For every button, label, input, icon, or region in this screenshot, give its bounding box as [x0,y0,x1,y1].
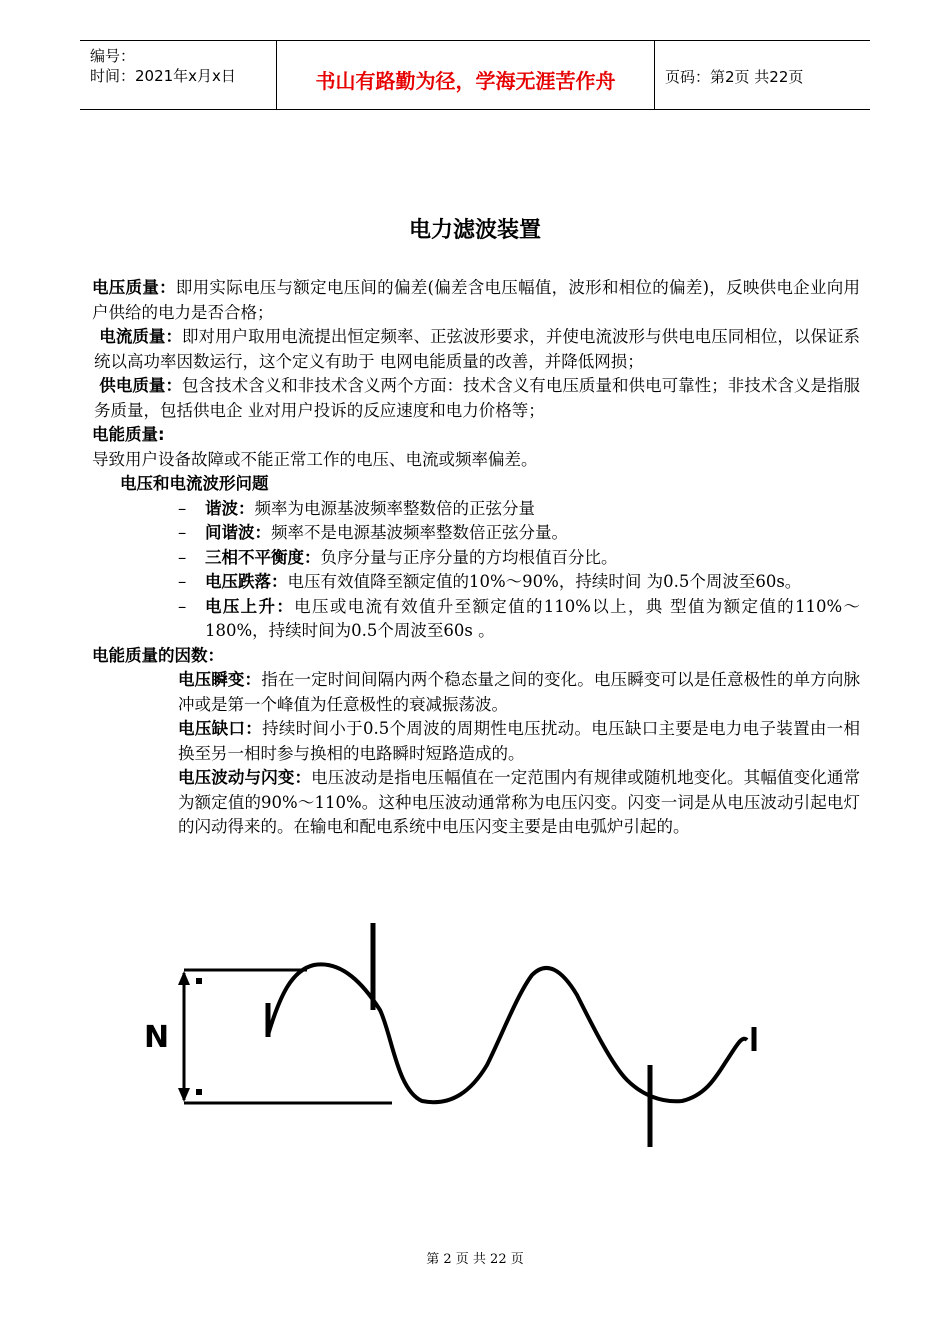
definition: 即用实际电压与额定电压间的偏差(偏差含电压幅值，波形和相位的偏差)，反映供电企业向用户供给的电力是否合格； [92,278,861,322]
header-info-cell [80,41,277,109]
document-date: 时间：2021年x月x日 [90,67,236,85]
definition: 包含技术含义和非技术含义两个方面：技术含义有电压质量和供电可靠性；非技术含义是指服务质量，包括供电企 业对用户投诉的反应速度和电力价格等； [94,376,861,420]
paragraph-power-quality-term [92,423,860,448]
term: 电压质量： [92,278,176,297]
page-indicator: 页码：第2页 共22页 [665,68,804,86]
sine-wave [268,964,747,1102]
axis-label-n: N [144,1020,170,1055]
section-heading-waveform [120,472,860,497]
definition: 即对用户取用电流提出恒定频率、正弦波形要求，并使电流波形与供电电压同相位，以保证系统以高功率因数运行，这个定义有助于 电网电能质量的改善，并降低网损； [94,327,861,371]
factor-voltage-transient [178,668,860,717]
page-title: 电力滤波装置 [408,218,541,243]
definition: 持续时间小于0.5个周波的周期性电压扰动。电压缺口主要是电力电子装置由一相换至另一相时参与换相的电路瞬时短路造成的。 [178,719,860,763]
term: 电流质量： [99,327,182,346]
dash-marker: – [178,596,187,616]
definition: 电压波动是指电压幅值在一定范围内有规律或随机地变化。其幅值变化通常为额定值的90%～110%。这种电压波动通常称为电压闪变。闪变一词是从电压波动引起电灯的闪动得来的。在输电和配电系统中电压闪变主要是由电弧炉引起的。 [178,768,861,836]
paragraph-current-quality [94,325,860,374]
list-item [92,546,860,571]
paragraph-power-quality-text: 导致用户设备故障或不能正常工作的电压、电流或频率偏差。 [92,449,538,469]
header-page-cell [655,41,870,109]
list-item [92,570,860,595]
factor-voltage-notch [178,717,860,766]
term: 电压跌落： [205,572,288,591]
paragraph-voltage-quality [92,276,860,325]
dash-marker: – [178,572,187,591]
term: 电能质量: [92,425,165,444]
term: 电压瞬变： [178,670,262,689]
list-item [92,497,860,522]
arrow-down-icon [178,1088,190,1102]
motto: 书山有路勤为径，学海无涯苦作舟 [315,69,616,93]
definition: 频率为电源基波频率整数倍的正弦分量 [254,498,535,518]
dash-marker: – [178,523,187,542]
list-item [92,521,860,546]
heading-text: 电能质量的因数： [92,645,224,665]
term: 谐波： [205,498,255,518]
term: 电压缺口： [178,719,263,738]
waveform-figure [92,915,782,1155]
definition: 负序分量与正序分量的方均根值百分比。 [320,547,618,567]
definition: 电压有效值降至额定值的10%～90%，持续时间 为0.5个周波至60s。 [287,572,802,591]
header-motto-cell [277,41,655,109]
factor-voltage-flicker [178,766,860,840]
page-footer: 第 2 页 共 22 页 [426,1252,524,1267]
term: 三相不平衡度： [205,547,321,567]
dash-marker: – [178,547,187,567]
page-header [80,40,870,110]
document-number: 编号： [90,47,136,65]
definition: 指在一定时间间隔内两个稳态量之间的变化。电压瞬变可以是任意极性的单方向脉冲或是第一个峰值为任意极性的衰减振荡波。 [178,670,860,714]
term: 电压上升： [205,596,295,616]
term: 间谐波： [205,523,271,542]
dash-marker: – [178,498,187,518]
list-item [92,595,860,644]
waveform-list [92,497,860,644]
paragraph-supply-quality [94,374,860,423]
term: 供电质量： [99,376,182,395]
document-body [92,276,860,840]
section-heading-factors [92,644,860,669]
tick-mark [196,978,202,984]
term: 电压波动与闪变： [178,768,312,787]
definition: 频率不是电源基波频率整数倍正弦分量。 [271,523,568,542]
definition: 电压或电流有效值升至额定值的110%以上，典 型值为额定值的110%～180%，持续时间为0.5个周波至60s 。 [205,596,860,640]
heading-text: 电压和电流波形问题 [120,474,269,493]
arrow-up-icon [178,971,190,985]
tick-mark [196,1089,202,1095]
